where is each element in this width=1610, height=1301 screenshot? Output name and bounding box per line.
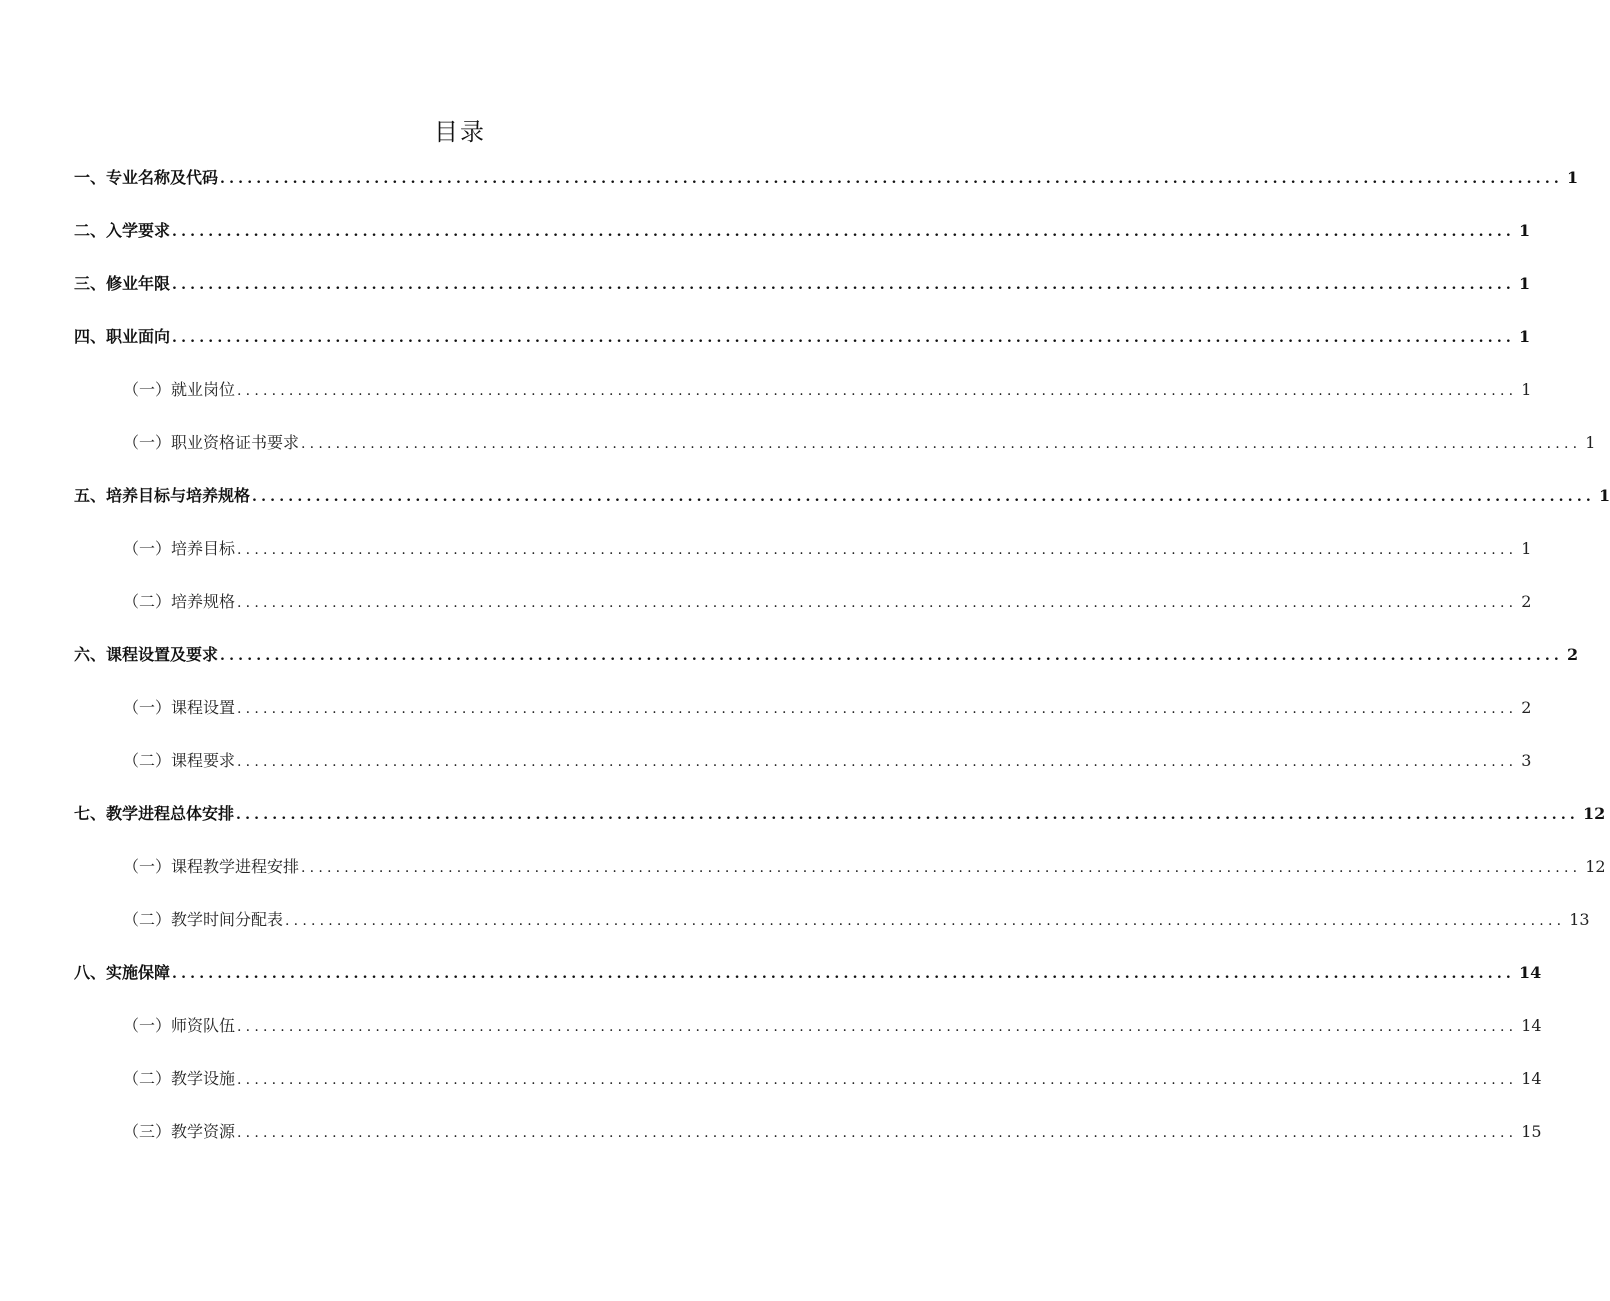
toc-entry[interactable] bbox=[74, 955, 1542, 991]
toc-leader-dots: .................................................................................................................................................... bbox=[172, 224, 1515, 240]
toc-entry-label: 五、培养目标与培养规格 bbox=[74, 486, 251, 505]
toc-page-number: 1 bbox=[1521, 380, 1532, 399]
toc-leader-dots: .................................................................................................................................................... bbox=[172, 966, 1515, 982]
toc-page-number: 1 bbox=[1585, 433, 1596, 452]
toc-leader-dots: .................................................................................................................................................... bbox=[236, 807, 1579, 823]
toc-entry[interactable] bbox=[74, 160, 1579, 196]
toc-page-number: 15 bbox=[1521, 1122, 1542, 1141]
toc-page-number: 13 bbox=[1569, 910, 1590, 929]
toc-subentry[interactable] bbox=[123, 372, 1532, 408]
toc-subentry[interactable] bbox=[123, 1061, 1542, 1097]
toc-page-number: 1 bbox=[1566, 168, 1579, 187]
toc-leader-dots: .................................................................................................................................................... bbox=[172, 277, 1515, 293]
toc-leader-dots: .................................................................................................................................................... bbox=[237, 1125, 1518, 1141]
toc-entry[interactable] bbox=[74, 266, 1531, 302]
toc-entry[interactable] bbox=[74, 478, 1610, 514]
toc-entry-label: （一）课程设置 bbox=[123, 698, 236, 717]
toc-page-number: 1 bbox=[1518, 274, 1531, 293]
toc-page-number: 14 bbox=[1521, 1069, 1542, 1088]
toc-subentry[interactable] bbox=[123, 849, 1606, 885]
toc-page-number: 1 bbox=[1518, 221, 1531, 240]
toc-subentry[interactable] bbox=[123, 1008, 1542, 1044]
toc-leader-dots: .................................................................................................................................................... bbox=[237, 595, 1518, 611]
toc-entry-label: （一）课程教学进程安排 bbox=[123, 857, 300, 876]
toc-page-number: 12 bbox=[1582, 804, 1606, 823]
toc-subentry[interactable] bbox=[123, 1114, 1542, 1150]
toc-page-number: 1 bbox=[1521, 539, 1532, 558]
toc-leader-dots: .................................................................................................................................................... bbox=[237, 542, 1518, 558]
toc-page-number: 2 bbox=[1521, 592, 1532, 611]
toc-entry[interactable] bbox=[74, 796, 1606, 832]
toc-subentry[interactable] bbox=[123, 531, 1532, 567]
toc-entry-label: （三）教学资源 bbox=[123, 1122, 236, 1141]
toc-leader-dots: .................................................................................................................................................... bbox=[237, 383, 1518, 399]
toc-entry-label: 六、课程设置及要求 bbox=[74, 645, 219, 664]
toc-entry-label: 七、教学进程总体安排 bbox=[74, 804, 235, 823]
toc-leader-dots: .................................................................................................................................................... bbox=[237, 754, 1518, 770]
toc-entry-label: （二）教学设施 bbox=[123, 1069, 236, 1088]
toc-leader-dots: .................................................................................................................................................... bbox=[237, 701, 1518, 717]
toc-leader-dots: .................................................................................................................................................... bbox=[301, 436, 1582, 452]
toc-entry-label: （二）课程要求 bbox=[123, 751, 236, 770]
toc-subentry[interactable] bbox=[123, 584, 1532, 620]
toc-leader-dots: .................................................................................................................................................... bbox=[285, 913, 1566, 929]
toc-leader-dots: .................................................................................................................................................... bbox=[220, 171, 1563, 187]
toc-subentry[interactable] bbox=[123, 902, 1590, 938]
toc-page-number: 1 bbox=[1518, 327, 1531, 346]
toc-leader-dots: .................................................................................................................................................... bbox=[252, 489, 1595, 505]
toc-subentry[interactable] bbox=[123, 743, 1532, 779]
toc-entry[interactable] bbox=[74, 319, 1531, 355]
toc-page-number: 14 bbox=[1521, 1016, 1542, 1035]
toc-entry-label: 四、职业面向 bbox=[74, 327, 171, 346]
toc-leader-dots: .................................................................................................................................................... bbox=[220, 648, 1563, 664]
toc-entry-label: （二）培养规格 bbox=[123, 592, 236, 611]
toc-leader-dots: .................................................................................................................................................... bbox=[301, 860, 1582, 876]
toc-leader-dots: .................................................................................................................................................... bbox=[172, 330, 1515, 346]
toc-entry-label: 二、入学要求 bbox=[74, 221, 171, 240]
toc-subentry[interactable] bbox=[123, 425, 1596, 461]
toc-entry-label: 八、实施保障 bbox=[74, 963, 171, 982]
toc-entry-label: （一）师资队伍 bbox=[123, 1016, 236, 1035]
toc-entry[interactable] bbox=[74, 213, 1531, 249]
toc-page-number: 3 bbox=[1521, 751, 1532, 770]
toc-entry-label: 三、修业年限 bbox=[74, 274, 171, 293]
toc-entry-label: （一）就业岗位 bbox=[123, 380, 236, 399]
toc-page-number: 2 bbox=[1566, 645, 1579, 664]
toc-page-number: 12 bbox=[1585, 857, 1606, 876]
toc-leader-dots: .................................................................................................................................................... bbox=[237, 1072, 1518, 1088]
toc-page-number: 1 bbox=[1598, 486, 1610, 505]
toc-entry[interactable] bbox=[74, 637, 1579, 673]
toc-page-number: 2 bbox=[1521, 698, 1532, 717]
toc-entry-label: （一）职业资格证书要求 bbox=[123, 433, 300, 452]
toc-entry-label: 一、专业名称及代码 bbox=[74, 168, 219, 187]
toc-entry-label: （一）培养目标 bbox=[123, 539, 236, 558]
toc-entry-label: （二）教学时间分配表 bbox=[123, 910, 284, 929]
toc-title: 目录 bbox=[434, 118, 486, 146]
toc-subentry[interactable] bbox=[123, 690, 1532, 726]
toc-page-number: 14 bbox=[1518, 963, 1542, 982]
toc-leader-dots: .................................................................................................................................................... bbox=[237, 1019, 1518, 1035]
